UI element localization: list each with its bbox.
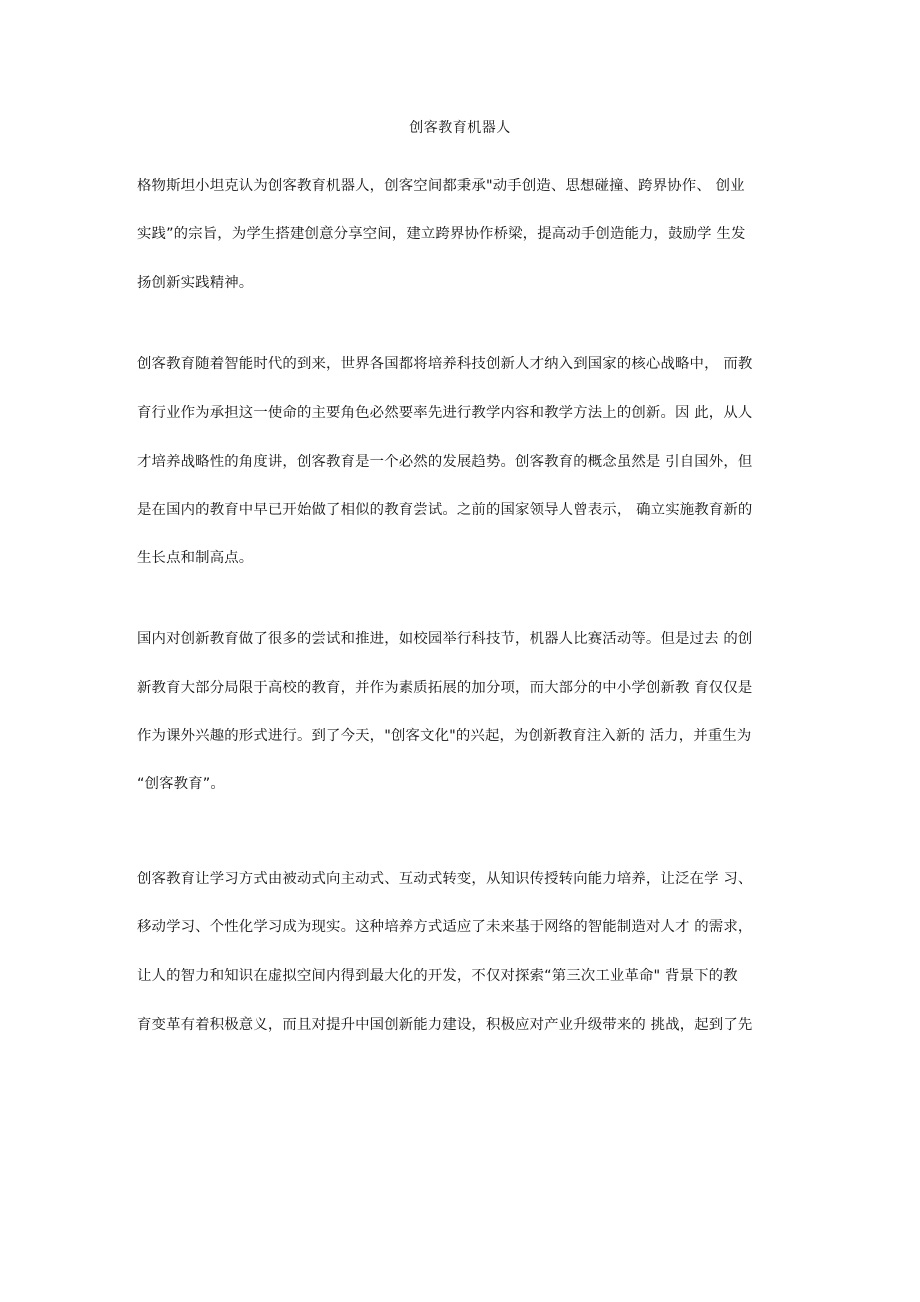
document-title: 创客教育机器人 [409, 120, 511, 136]
paragraph-2-line-1: 创客教育随着智能时代的到来，世界各国都将培养科技创新人才纳入到国家的核心战略中， 而教 [137, 356, 753, 372]
paragraph-3-line-1: 国内对创新教育做了很多的尝试和推进，如校园举行科技节，机器人比赛活动等。但是过去 的创 [137, 631, 753, 647]
paragraph-2-line-5: 生长点和制高点。 [137, 550, 254, 566]
paragraph-3-line-3: 作为课外兴趣的形式进行。到了今天，"创客文化"的兴起，为创新教育注入新的 活力，并重生为 [137, 728, 752, 744]
paragraph-2-line-3: 才培养战略性的角度讲，创客教育是一个必然的发展趋势。创客教育的概念虽然是 引自国外，但 [137, 454, 753, 470]
paragraph-2-line-4: 是在国内的教育中早已开始做了相似的教育尝试。之前的国家领导人曾表示， 确立实施教育新的 [137, 502, 753, 518]
paragraph-4-line-4: 育变革有着积极意义，而且对提升中国创新能力建设，积极应对产业升级带来的 挑战，起到了先 [137, 1017, 753, 1033]
paragraph-2-line-2: 育行业作为承担这一使命的主要角色必然要率先进行教学内容和教学方法上的创新。因 此，从人 [137, 405, 753, 421]
paragraph-4-line-2: 移动学习、个性化学习成为现实。这种培养方式适应了未来基于网络的智能制造对人才 的需求， [137, 919, 753, 935]
paragraph-3-line-4: “创客教育”。 [137, 776, 225, 792]
paragraph-4-line-3: 让人的智力和知识在虚拟空间内得到最大化的开发，不仅对探索“第三次工业革命" 背景下的教 [137, 968, 738, 984]
paragraph-1-line-1: 格物斯坦小坦克认为创客教育机器人，创客空间都秉承"动手创造、思想碰撞、跨界协作、 创业 [137, 178, 745, 194]
paragraph-1-line-3: 扬创新实践精神。 [137, 275, 254, 291]
paragraph-1-line-2: 实践”的宗旨，为学生搭建创意分享空间，建立跨界协作桥梁，提高动手创造能力，鼓励学 生发 [137, 226, 746, 242]
paragraph-4-line-1: 创客教育让学习方式由被动式向主动式、互动式转变，从知识传授转向能力培养，让泛在学 习、 [137, 871, 753, 887]
paragraph-3-line-2: 新教育大部分局限于高校的教育，并作为素质拓展的加分项，而大部分的中小学创新教 育仅仅是 [137, 680, 753, 696]
